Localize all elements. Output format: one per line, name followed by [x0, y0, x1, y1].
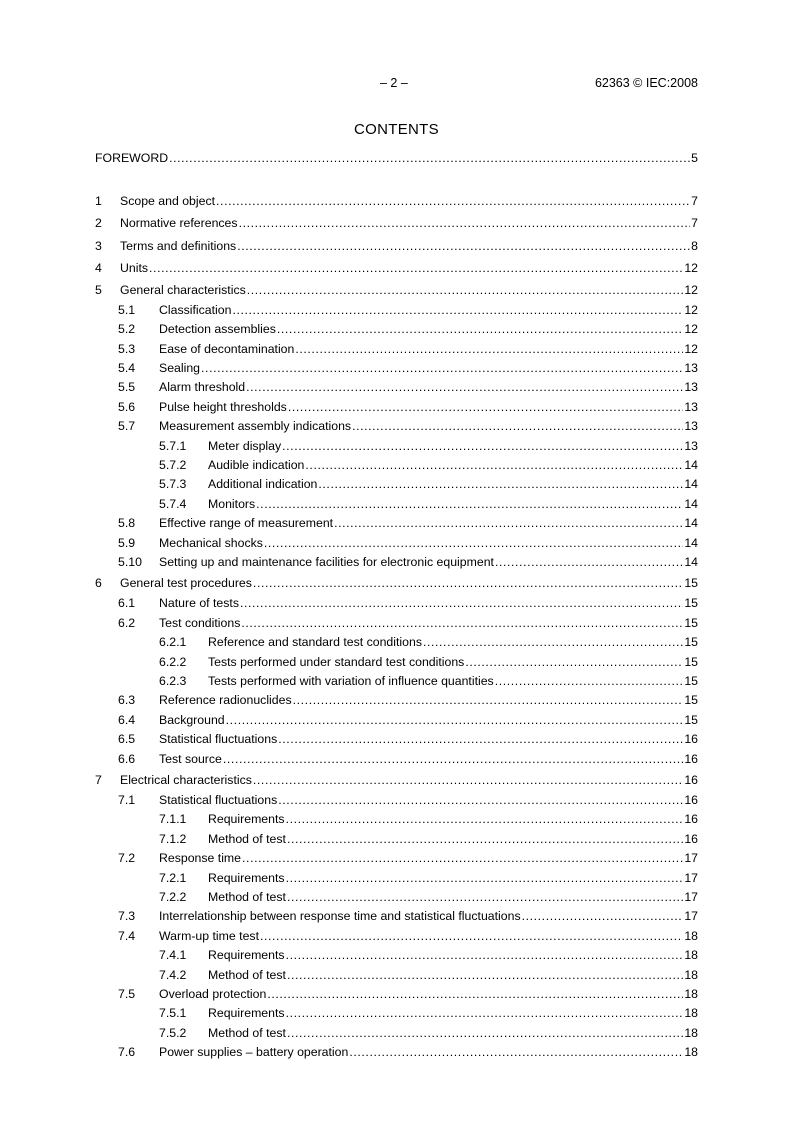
toc-entry[interactable] [95, 378, 698, 397]
toc-entry-label: Nature of tests [159, 596, 239, 611]
toc-entry[interactable] [95, 810, 698, 829]
toc-entry-number: 5.4 [118, 361, 136, 376]
dot-leader [287, 830, 683, 849]
toc-entry-label: General test procedures [120, 576, 252, 591]
toc-entry-page: 16 [684, 772, 698, 787]
table-of-contents [95, 149, 698, 1063]
toc-entry-number: 5.8 [118, 516, 136, 531]
toc-entry[interactable] [95, 572, 698, 594]
dot-leader [226, 711, 684, 730]
toc-entry-page: 16 [684, 732, 698, 747]
toc-entry-number: 2 [95, 216, 102, 231]
toc-entry-number: 7.1.2 [159, 831, 187, 846]
toc-entry-label: FOREWORD [95, 151, 169, 165]
toc-entry[interactable] [95, 888, 698, 907]
toc-entry-number: 7.4 [118, 928, 136, 943]
toc-entry-number: 6 [95, 576, 102, 591]
dot-leader [352, 417, 683, 436]
toc-entry[interactable] [95, 534, 698, 553]
toc-entry[interactable] [95, 475, 698, 494]
toc-entry-number: 7.3 [118, 909, 136, 924]
dot-leader [169, 149, 690, 168]
toc-entry-label: Electrical characteristics [120, 772, 252, 787]
toc-entry-page: 7 [691, 216, 698, 231]
toc-entry-label: Units [120, 260, 149, 275]
toc-entry[interactable] [95, 769, 698, 791]
toc-entry-number: 5.7.1 [159, 438, 187, 453]
dot-leader [241, 614, 683, 633]
toc-entry-page: 15 [684, 615, 698, 630]
toc-entry-number: 6.2.3 [159, 673, 187, 688]
toc-entry[interactable] [95, 830, 698, 849]
toc-entry-label: Ease of decontamination [159, 341, 295, 356]
toc-entry-label: General characteristics [120, 282, 246, 297]
toc-entry-page: 18 [684, 986, 698, 1001]
toc-entry-page: 17 [684, 851, 698, 866]
dot-leader [201, 359, 683, 378]
toc-entry-label: Alarm threshold [159, 380, 246, 395]
dot-leader [278, 791, 683, 810]
toc-entry-label: Normative references [120, 216, 238, 231]
toc-entry-page: 13 [684, 380, 698, 395]
dot-leader [232, 301, 683, 320]
toc-entry-page: 18 [684, 967, 698, 982]
toc-entry-number: 7.6 [118, 1045, 136, 1060]
toc-entry[interactable] [95, 257, 698, 279]
dot-leader [277, 320, 683, 339]
toc-entry-page: 12 [684, 322, 698, 337]
dot-leader [334, 514, 683, 533]
toc-entry-label: Method of test [208, 1025, 286, 1040]
toc-entry-number: 6.2.1 [159, 635, 187, 650]
dot-leader [295, 340, 683, 359]
toc-entry[interactable] [95, 907, 698, 926]
toc-entry-number: 5.10 [118, 554, 142, 569]
toc-entry-page: 14 [684, 457, 698, 472]
toc-entry-number: 7 [95, 772, 102, 787]
toc-entry-page: 18 [684, 928, 698, 943]
toc-entry-label: Scope and object [120, 194, 216, 209]
toc-entry[interactable] [95, 553, 698, 572]
toc-entry[interactable] [95, 437, 698, 456]
dot-leader [288, 398, 683, 417]
toc-entry-page: 18 [684, 1025, 698, 1040]
toc-entry-label: Method of test [208, 967, 286, 982]
toc-entry[interactable] [95, 235, 698, 257]
toc-entry-number: 5.5 [118, 380, 136, 395]
toc-entry-number: 5 [95, 282, 102, 297]
section-spacer [95, 168, 698, 190]
toc-entry[interactable] [95, 495, 698, 514]
toc-entry-page: 14 [684, 554, 698, 569]
toc-entry[interactable] [95, 359, 698, 378]
toc-entry-page: 8 [691, 238, 698, 253]
toc-entry-label: Background [159, 712, 225, 727]
toc-entry[interactable] [95, 594, 698, 613]
dot-leader [253, 769, 683, 791]
toc-entry[interactable] [95, 320, 698, 339]
toc-entry-number: 5.7.4 [159, 496, 187, 511]
toc-entry-number: 4 [95, 260, 102, 275]
dot-leader [286, 946, 684, 965]
toc-entry-label: Test source [159, 751, 222, 766]
toc-entry-page: 16 [684, 793, 698, 808]
toc-entry[interactable] [95, 672, 698, 691]
dot-leader [293, 691, 684, 710]
dot-leader [240, 594, 683, 613]
page-number: – 2 – [380, 76, 408, 90]
dot-leader [318, 475, 683, 494]
dot-leader [423, 633, 683, 652]
dot-leader [305, 456, 683, 475]
toc-entry-page: 17 [684, 909, 698, 924]
toc-entry[interactable] [95, 966, 698, 985]
toc-entry-page: 17 [684, 889, 698, 904]
dot-leader [237, 235, 690, 257]
toc-entry-number: 6.2.2 [159, 654, 187, 669]
toc-entry-label: Monitors [208, 496, 256, 511]
toc-entry[interactable] [95, 340, 698, 359]
toc-entry-label: Meter display [208, 438, 282, 453]
toc-entry[interactable] [95, 985, 698, 1004]
dot-leader [286, 1004, 684, 1023]
toc-entry-page: 18 [684, 948, 698, 963]
toc-entry[interactable] [95, 417, 698, 436]
toc-entry-number: 5.3 [118, 341, 136, 356]
toc-entry-page: 14 [684, 535, 698, 550]
dot-leader [495, 672, 684, 691]
toc-entry-label: Test conditions [159, 615, 241, 630]
toc-entry[interactable] [95, 927, 698, 946]
toc-entry-page: 15 [684, 596, 698, 611]
toc-entry-page: 15 [684, 654, 698, 669]
page-title: CONTENTS [354, 121, 439, 138]
toc-entry-page: 12 [684, 341, 698, 356]
toc-entry-label: Pulse height thresholds [159, 399, 287, 414]
toc-entry-number: 7.4.1 [159, 948, 187, 963]
toc-entry-number: 7.2 [118, 851, 136, 866]
toc-entry[interactable] [95, 1004, 698, 1023]
toc-entry-page: 18 [684, 1045, 698, 1060]
toc-entry-foreword[interactable] [95, 149, 698, 168]
toc-entry-label: Classification [159, 302, 232, 317]
toc-entry[interactable] [95, 279, 698, 301]
toc-entry-page: 12 [684, 260, 698, 275]
toc-entry-label: Detection assemblies [159, 322, 276, 337]
toc-entry[interactable] [95, 190, 698, 212]
toc-entry-number: 7.5.2 [159, 1025, 187, 1040]
toc-entry-label: Requirements [208, 1006, 285, 1021]
toc-entry-number: 7.2.1 [159, 870, 187, 885]
toc-entry[interactable] [95, 750, 698, 769]
toc-entry[interactable] [95, 946, 698, 965]
dot-leader [253, 572, 683, 594]
dot-leader [286, 810, 684, 829]
toc-entry[interactable] [95, 849, 698, 868]
toc-entry[interactable] [95, 1024, 698, 1043]
dot-leader [246, 378, 683, 397]
toc-entry-number: 6.2 [118, 615, 136, 630]
dot-leader [267, 985, 683, 1004]
toc-entry-label: Response time [159, 851, 242, 866]
dot-leader [223, 750, 683, 769]
toc-entry-label: Setting up and maintenance facilities for electronic equipment [159, 554, 494, 569]
toc-entry-number: 6.4 [118, 712, 136, 727]
toc-entry-label: Requirements [208, 812, 285, 827]
toc-entry-page: 16 [684, 812, 698, 827]
toc-entry-number: 5.7 [118, 419, 136, 434]
toc-entry-label: Reference and standard test conditions [208, 635, 422, 650]
toc-entry-label: Requirements [208, 948, 285, 963]
dot-leader [465, 653, 683, 672]
toc-entry-page: 14 [684, 516, 698, 531]
dot-leader [282, 437, 683, 456]
dot-leader [495, 553, 683, 572]
dot-leader [260, 927, 683, 946]
toc-entry-page: 5 [691, 151, 698, 165]
dot-leader [264, 534, 683, 553]
toc-entry-label: Audible indication [208, 457, 305, 472]
toc-entry-number: 6.6 [118, 751, 136, 766]
dot-leader [522, 907, 684, 926]
toc-entry-number: 5.2 [118, 322, 136, 337]
dot-leader [349, 1043, 683, 1062]
dot-leader [247, 279, 684, 301]
toc-entry-number: 7.5.1 [159, 1006, 187, 1021]
toc-entry-page: 13 [684, 419, 698, 434]
toc-entry-page: 15 [684, 712, 698, 727]
toc-entry-label: Requirements [208, 870, 285, 885]
toc-entry[interactable] [95, 614, 698, 633]
toc-entry-label: Tests performed under standard test conditions [208, 654, 465, 669]
toc-entry-number: 1 [95, 194, 102, 209]
toc-entry-label: Effective range of measurement [159, 516, 334, 531]
toc-entry[interactable] [95, 730, 698, 749]
dot-leader [278, 730, 683, 749]
toc-entry-page: 13 [684, 438, 698, 453]
toc-entry-page: 12 [684, 302, 698, 317]
toc-entry-number: 5.6 [118, 399, 136, 414]
toc-entry-page: 13 [684, 399, 698, 414]
dot-leader [286, 869, 684, 888]
toc-entry-label: Mechanical shocks [159, 535, 263, 550]
toc-entry[interactable] [95, 212, 698, 234]
toc-entry-page: 16 [684, 751, 698, 766]
toc-entry-label: Power supplies – battery operation [159, 1045, 349, 1060]
toc-entry-page: 14 [684, 496, 698, 511]
toc-entry-number: 7.2.2 [159, 889, 187, 904]
toc-entry-label: Statistical fluctuations [159, 732, 278, 747]
dot-leader [287, 966, 683, 985]
dot-leader [239, 212, 691, 234]
toc-entry[interactable] [95, 514, 698, 533]
toc-entry-page: 18 [684, 1006, 698, 1021]
dot-leader [287, 888, 683, 907]
document-reference: 62363 © IEC:2008 [594, 76, 698, 90]
toc-entry-label: Overload protection [159, 986, 267, 1001]
toc-entry-label: Method of test [208, 831, 286, 846]
toc-entry-label: Terms and definitions [120, 238, 237, 253]
dot-leader [242, 849, 683, 868]
dot-leader [149, 257, 683, 279]
toc-entry-label: Sealing [159, 361, 201, 376]
toc-entry-label: Statistical fluctuations [159, 793, 278, 808]
toc-entry[interactable] [95, 301, 698, 320]
toc-entry-label: Warm-up time test [159, 928, 259, 943]
toc-entry-page: 15 [684, 693, 698, 708]
toc-entry-page: 16 [684, 831, 698, 846]
toc-entry[interactable] [95, 711, 698, 730]
toc-entry-label: Additional indication [208, 477, 318, 492]
toc-entry-page: 17 [684, 870, 698, 885]
toc-entry[interactable] [95, 791, 698, 810]
toc-entry-label: Interrelationship between response time and statistical fluctuations [159, 909, 521, 924]
dot-leader [256, 495, 683, 514]
toc-entry-label: Tests performed with variation of influence quantities [208, 673, 494, 688]
toc-entry-number: 7.4.2 [159, 967, 187, 982]
toc-entry-number: 5.1 [118, 302, 136, 317]
toc-entry-page: 14 [684, 477, 698, 492]
toc-entry-page: 15 [684, 635, 698, 650]
toc-entry[interactable] [95, 869, 698, 888]
toc-entry-number: 3 [95, 238, 102, 253]
toc-entry[interactable] [95, 398, 698, 417]
toc-entry-page: 13 [684, 361, 698, 376]
toc-entry-label: Measurement assembly indications [159, 419, 352, 434]
toc-entry-number: 7.1.1 [159, 812, 187, 827]
page-header [0, 76, 793, 94]
toc-entry-number: 5.9 [118, 535, 136, 550]
toc-entry-page: 15 [684, 673, 698, 688]
toc-entry[interactable] [95, 633, 698, 652]
toc-entry-number: 6.1 [118, 596, 136, 611]
toc-entry-number: 5.7.2 [159, 457, 187, 472]
toc-entry-number: 6.5 [118, 732, 136, 747]
toc-entry-number: 6.3 [118, 693, 136, 708]
toc-entry-number: 7.1 [118, 793, 136, 808]
toc-entry-label: Method of test [208, 889, 286, 904]
toc-entry-label: Reference radionuclides [159, 693, 292, 708]
toc-entry[interactable] [95, 1043, 698, 1062]
toc-entry-number: 7.5 [118, 986, 136, 1001]
dot-leader [287, 1024, 683, 1043]
dot-leader [216, 190, 690, 212]
toc-entry[interactable] [95, 691, 698, 710]
toc-entry-page: 7 [691, 194, 698, 209]
toc-entry[interactable] [95, 456, 698, 475]
toc-entry-number: 5.7.3 [159, 477, 187, 492]
toc-entry-page: 15 [684, 576, 698, 591]
toc-entry-page: 12 [684, 282, 698, 297]
toc-entry[interactable] [95, 653, 698, 672]
